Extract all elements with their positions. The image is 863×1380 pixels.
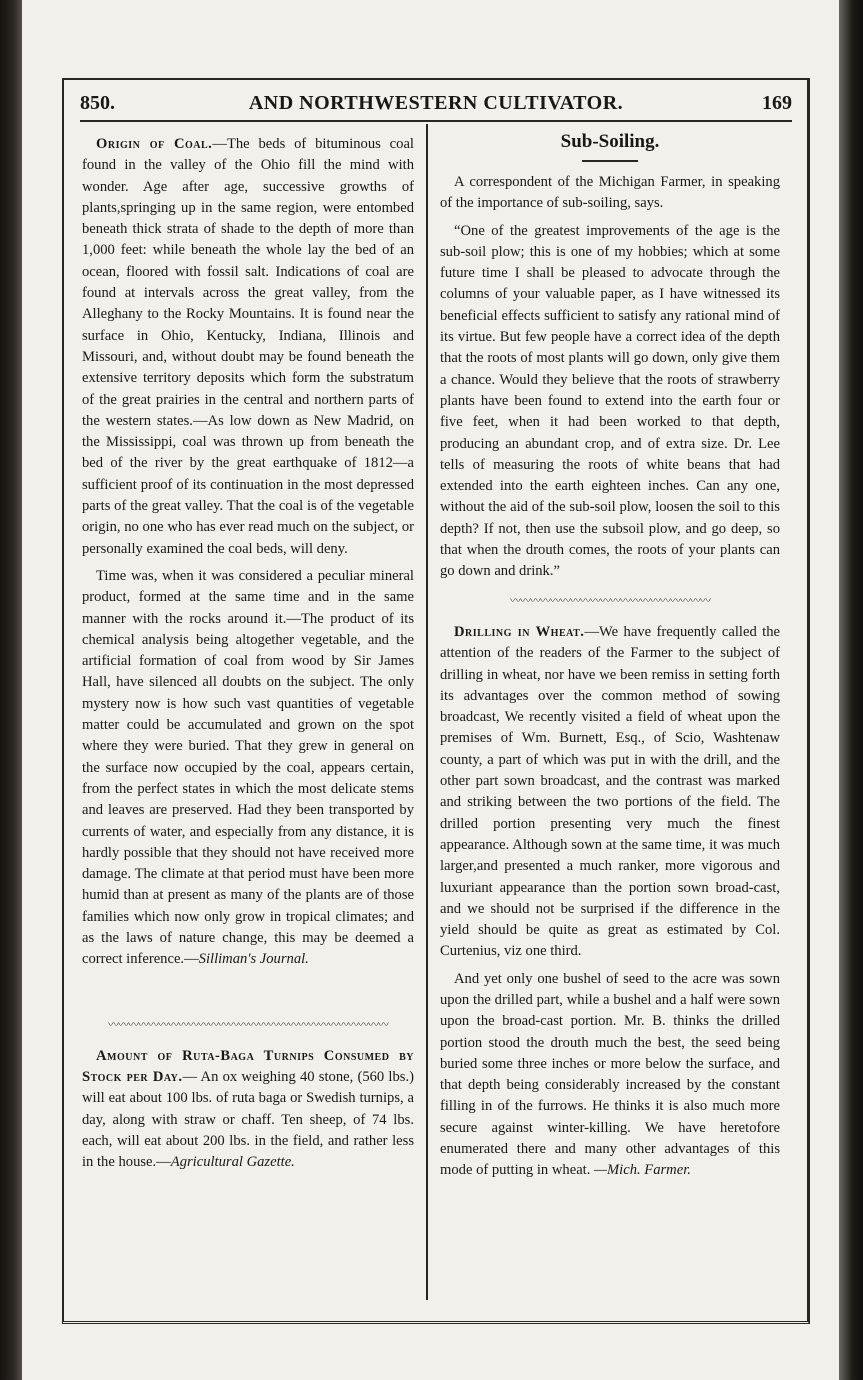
page-header [80,90,792,122]
article-paragraph [440,622,780,963]
article-paragraph [82,1046,414,1174]
article-source: Silliman's Journal. [198,951,309,968]
article-body: Time was, when it was considered a peculiar mineral product, formed at the same time and in the same manner with the rocks around it.—The product of its chemical analysis being altogether vegetable, and the artificial formation of coal from wood by Sir James Hall, have silenced all doubts on the subject. The only mystery now is how such vast quantities of vegetable matter could be accumulated and grown on the spot where they were buried. That they grew in general on the surface now occupied by the coal, appears certain, from the perfect states in which the most delicate stems and leaves are preserved. Had they been transported by currents of water, and especially from any distance, it is hardly possible that they should not have received more damage. The climate at that period must have been more humid than at present as many of the plants are of those families which now only grow in tropical climates; and as the laws of nature change, this may be deemed a correct inference.— [82,567,414,968]
article-sub-soiling [440,130,780,583]
book-binding-right [839,0,863,1380]
section-separator: 〰〰〰〰〰〰〰〰〰〰〰〰〰〰〰〰〰〰〰〰 [510,594,710,607]
article-intro: A correspondent of the Michigan Farmer, in speaking of the importance of sub-soiling, says. [440,174,780,212]
title-rule [582,160,638,162]
article-heading: Amount of Ruta-Baga Turnips Consumed by Stock per Day. [82,1047,414,1086]
page-number: 850. [80,92,115,114]
article-heading: Origin of Coal. [96,136,213,152]
article-source: Agricultural Gazette. [170,1154,295,1171]
article-body: “One of the greatest improvements of the age is the sub-soil plow; this is one of my hobbies; which at some future time I shall be pleased to advocate through the columns of your valuable paper, as I have witnessed its beneficial effects sufficient to satisfy any rational mind of its virtue. But few people have a correct idea of the depth that the roots of most plants will go down, only give them a chance. Would they believe that the roots of strawberry plants have been found to extend into the earth four or five feet, when it had been worked to that depth, producing an abundant crop, and of extra size. Dr. Lee tells of measuring the roots of white beans that had extended into the earth eighteen inches. Can any one, without the aid of the sub-soil plow, loosen the soil to this depth? If not, then use the subsoil plow, and go deep, so that when the drouth comes, the roots of your plants can go down and drink.” [440,222,780,580]
article-paragraph [82,134,414,560]
article-body: And yet only one bushel of seed to the acre was sown upon the drilled part, while a bushel and a half were sown upon the broad-cast portion. Mr. B. thinks the drilled portion stood the drouth much the best, the seed being buried some three inches or more below the surface, and that depth being considerably increased by the constant filling in of the furrows. He thinks it is also much more secure against winter-killing. We have heretofore enumerated there and many other advantages of this mode of putting in wheat. [440,970,780,1179]
left-column [82,134,414,1174]
article-origin-of-coal [82,134,414,971]
article-source: —Mich. Farmer. [594,1162,691,1179]
article-paragraph [82,566,414,971]
book-binding-left [0,0,22,1380]
column-divider [426,124,428,1300]
section-separator: 〰〰〰〰〰〰〰〰〰〰〰〰〰〰〰〰〰〰〰〰〰〰〰〰〰〰〰〰 [108,1018,388,1031]
running-title: AND NORTHWESTERN CULTIVATOR. [248,92,624,114]
article-body: —The beds of bituminous coal found in the valley of the Ohio fill the mind with wonder. Age after age, successive growths of plants,springing up in the same region, were entombed beneath thick strata of shade to the depth of more than 1,000 feet: while beneath the whole lay the bed of an ocean, floored with fossil salt. Indications of coal are found at intervals across the great valley, from the Alleghany to the Rocky Mountains. It is found near the surface in Ohio, Kentucky, Indiana, Illinois and Missouri, and, without doubt may be found beneath the extensive territory deposits which form the substratum of the great prairies in the central and northern parts of the western states.—As low down as New Madrid, on the Mississippi, coal was thrown up from beneath the bed of the river by the great earthquake of 1812—a sufficient proof of its continuation in the most depressed parts of the great valley. That the coal is of the vegetable origin, no one who has ever read much on the subject, or personally examined the coal beds, will deny. [82,136,414,557]
article-title: Sub-Soiling. [560,131,660,152]
volume-page-number: 169 [762,92,792,114]
article-body: — An ox weighing 40 stone, (560 lbs.) will eat about 100 lbs. of ruta baga or Swedish turnips, a day, along with straw or chaff. Ten sheep, of 74 lbs. each, will eat about 200 lbs. in the field, and rather less in the house.— [82,1069,414,1171]
article-ruta-baga [82,1046,414,1174]
scanned-page [22,0,839,1380]
right-column [440,131,780,1182]
spacer [82,971,414,1007]
article-paragraph [440,969,780,1182]
article-drilling-in-wheat [440,622,780,1182]
article-body: —We have frequently called the attention of the readers of the Farmer to the subject of drilling in wheat, nor have we been remiss in setting forth its advantages over the common method of sowing broadcast, We recently visited a field of wheat upon the premises of Wm. Burnett, Esq., of Scio, Washtenaw county, a part of which was put in with the drill, and the other part sown broadcast, and the contrast was marked and striking between the two portions of the field. The drilled portion presenting very much the finest appearance. Although sown at the same time, it was much larger,and presented a much ranker, more vigorous and luxuriant appearance than the portion sown broad-cast, and we should not be surprised if the difference in the yield should be quite as great as estimated by Col. Curtenius, viz one third. [440,623,780,960]
article-heading: Drilling in Wheat. [454,623,585,640]
